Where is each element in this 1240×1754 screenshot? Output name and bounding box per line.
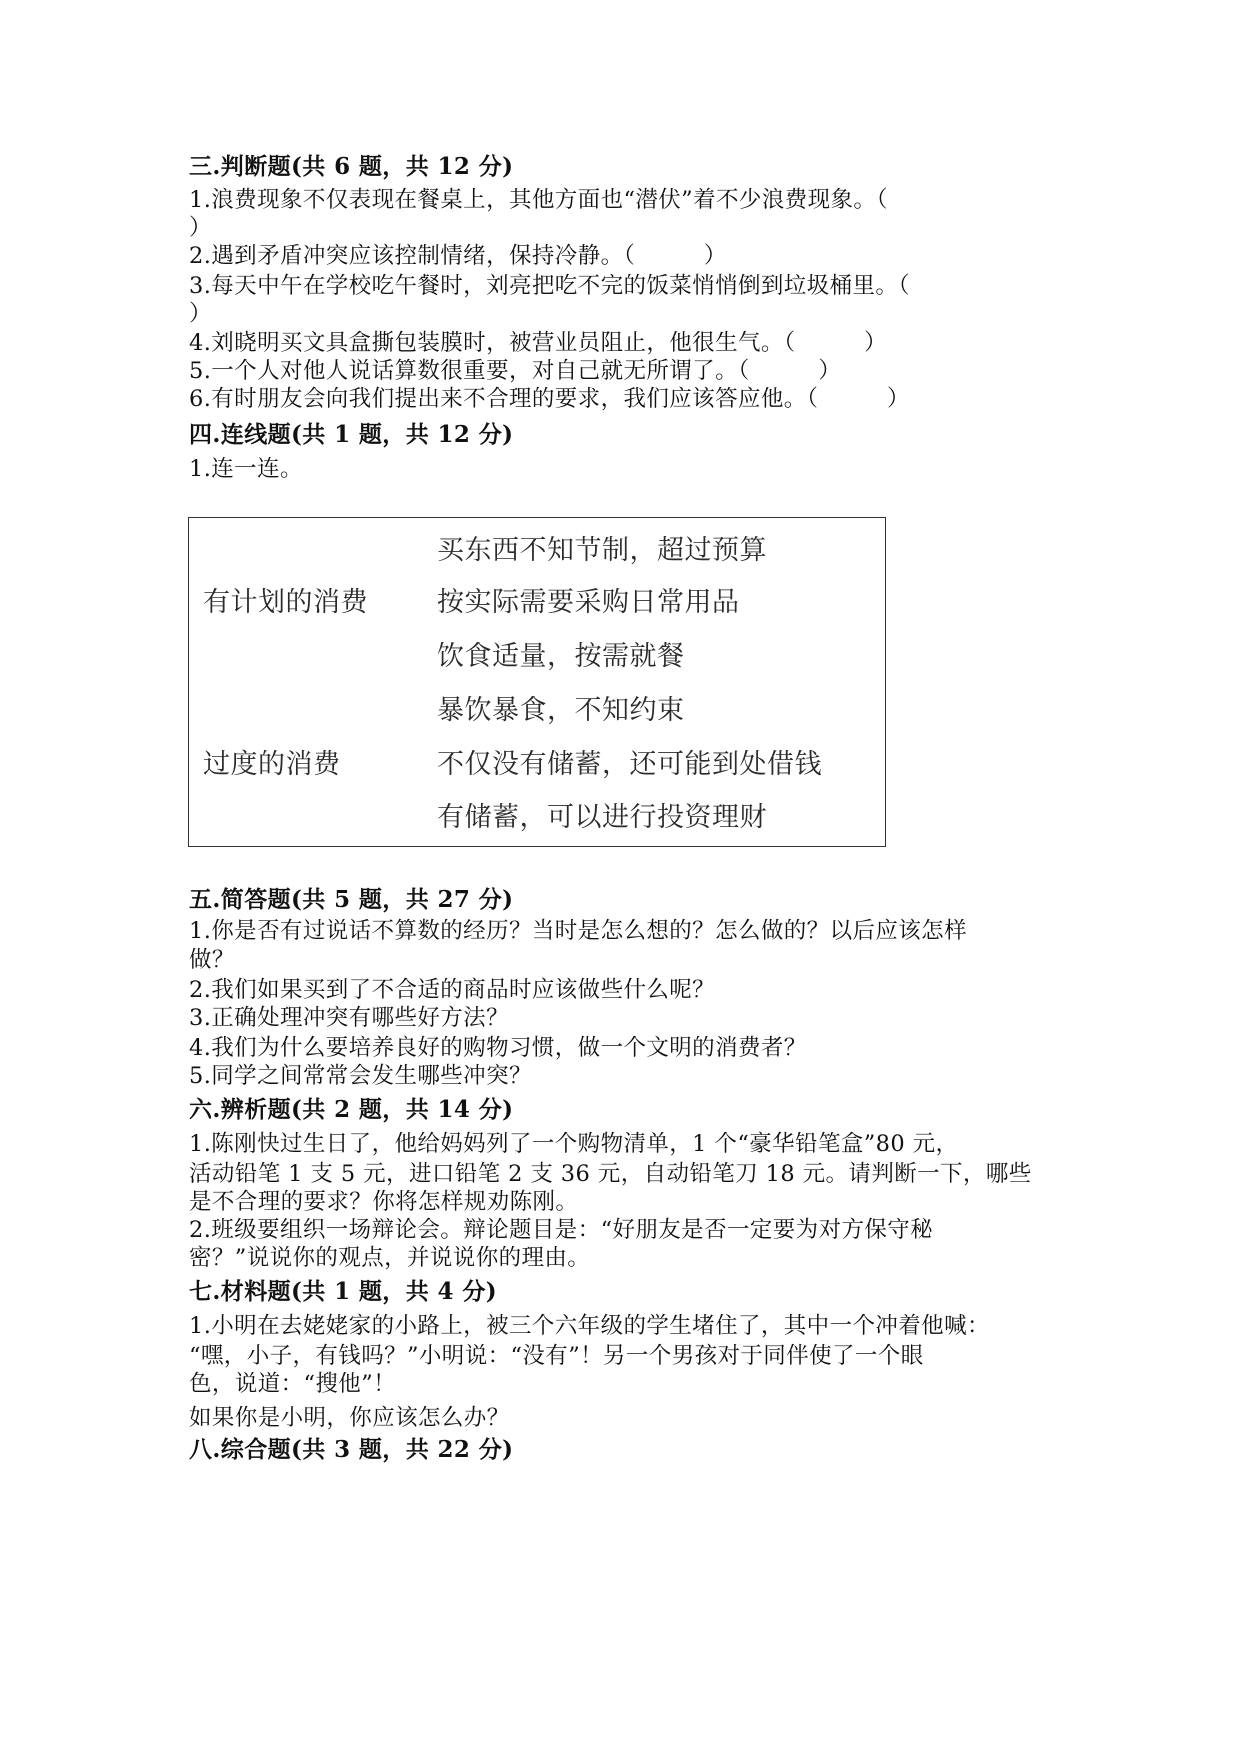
matching-right-item: 按实际需要采购日常用品 [437, 587, 740, 618]
section-3-question-4: 4.刘晓明买文具盒撕包装膜时，被营业员阻止，他很生气。（ ） [189, 330, 888, 356]
section-5-question-1-cont: 做？ [189, 947, 235, 973]
section-6-question-1: 1.陈刚快过生日了，他给妈妈列了一个购物清单，1 个“豪华铅笔盒”80 元， [189, 1131, 959, 1157]
matching-left-item: 过度的消费 [203, 749, 341, 780]
section-6-question-1-cont: 是不合理的要求？你将怎样规劝陈刚。 [189, 1189, 579, 1215]
section-3-question-3: 3.每天中午在学校吃午餐时，刘亮把吃不完的饭菜悄悄倒到垃圾桶里。（ [189, 273, 910, 299]
section-6-question-2-cont: 密？”说说你的观点，并说说你的理由。 [189, 1245, 591, 1271]
section-7-question-1-cont: “嘿，小子，有钱吗？”小明说：“没有”！另一个男孩对于同伴使了一个眼 [189, 1343, 924, 1369]
section-6-question-2: 2.班级要组织一场辩论会。辩论题目是：“好朋友是否一定要为对方保守秘 [189, 1217, 934, 1243]
section-4-heading: 四.连线题(共 1 题，共 12 分) [189, 421, 514, 448]
section-3-question-1-cont: ） [189, 215, 212, 241]
section-7-question-1-prompt: 如果你是小明，你应该怎么办？ [189, 1405, 510, 1431]
section-5-question-3: 3.正确处理冲突有哪些好方法？ [189, 1005, 509, 1031]
section-5-heading: 五.简答题(共 5 题，共 27 分) [189, 886, 514, 913]
section-6-question-1-cont: 活动铅笔 1 支 5 元，进口铅笔 2 支 36 元，自动铅笔刀 18 元。请判断一下，哪些 [189, 1161, 1032, 1187]
section-7-question-1-cont: 色，说道：“搜他”！ [189, 1371, 397, 1397]
section-4-question-1: 1.连一连。 [189, 456, 303, 482]
section-6-heading: 六.辨析题(共 2 题，共 14 分) [189, 1096, 514, 1123]
section-3-question-3-cont: ） [189, 301, 212, 327]
matching-box [188, 517, 886, 847]
section-8-heading: 八.综合题(共 3 题，共 22 分) [189, 1436, 514, 1463]
section-3-question-5: 5.一个人对他人说话算数很重要，对自己就无所谓了。（ ） [189, 358, 842, 384]
section-3-question-2: 2.遇到矛盾冲突应该控制情绪，保持冷静。（ ） [189, 243, 727, 269]
section-5-question-5: 5.同学之间常常会发生哪些冲突？ [189, 1063, 532, 1089]
matching-left-item: 有计划的消费 [203, 587, 368, 618]
section-3-question-6: 6.有时朋友会向我们提出来不合理的要求，我们应该答应他。（ ） [189, 386, 910, 412]
matching-right-item: 有储蓄，可以进行投资理财 [437, 802, 767, 833]
section-7-heading: 七.材料题(共 1 题，共 4 分) [189, 1278, 498, 1305]
section-5-question-2: 2.我们如果买到了不合适的商品时应该做些什么呢？ [189, 977, 716, 1003]
section-5-question-4: 4.我们为什么要培养良好的购物习惯，做一个文明的消费者？ [189, 1035, 807, 1061]
matching-right-item: 不仅没有储蓄，还可能到处借钱 [437, 749, 822, 780]
section-7-question-1: 1.小明在去姥姥家的小路上，被三个六年级的学生堵住了，其中一个冲着他喊： [189, 1313, 990, 1339]
matching-right-item: 买东西不知节制，超过预算 [437, 535, 767, 566]
section-3-heading: 三.判断题(共 6 题，共 12 分) [189, 153, 514, 180]
matching-right-item: 饮食适量，按需就餐 [437, 641, 685, 672]
section-3-question-1: 1.浪费现象不仅表现在餐桌上，其他方面也“潜伏”着不少浪费现象。（ [189, 187, 888, 213]
section-5-question-1: 1.你是否有过说话不算数的经历？当时是怎么想的？怎么做的？以后应该怎样 [189, 918, 967, 944]
matching-right-item: 暴饮暴食，不知约束 [437, 695, 685, 726]
